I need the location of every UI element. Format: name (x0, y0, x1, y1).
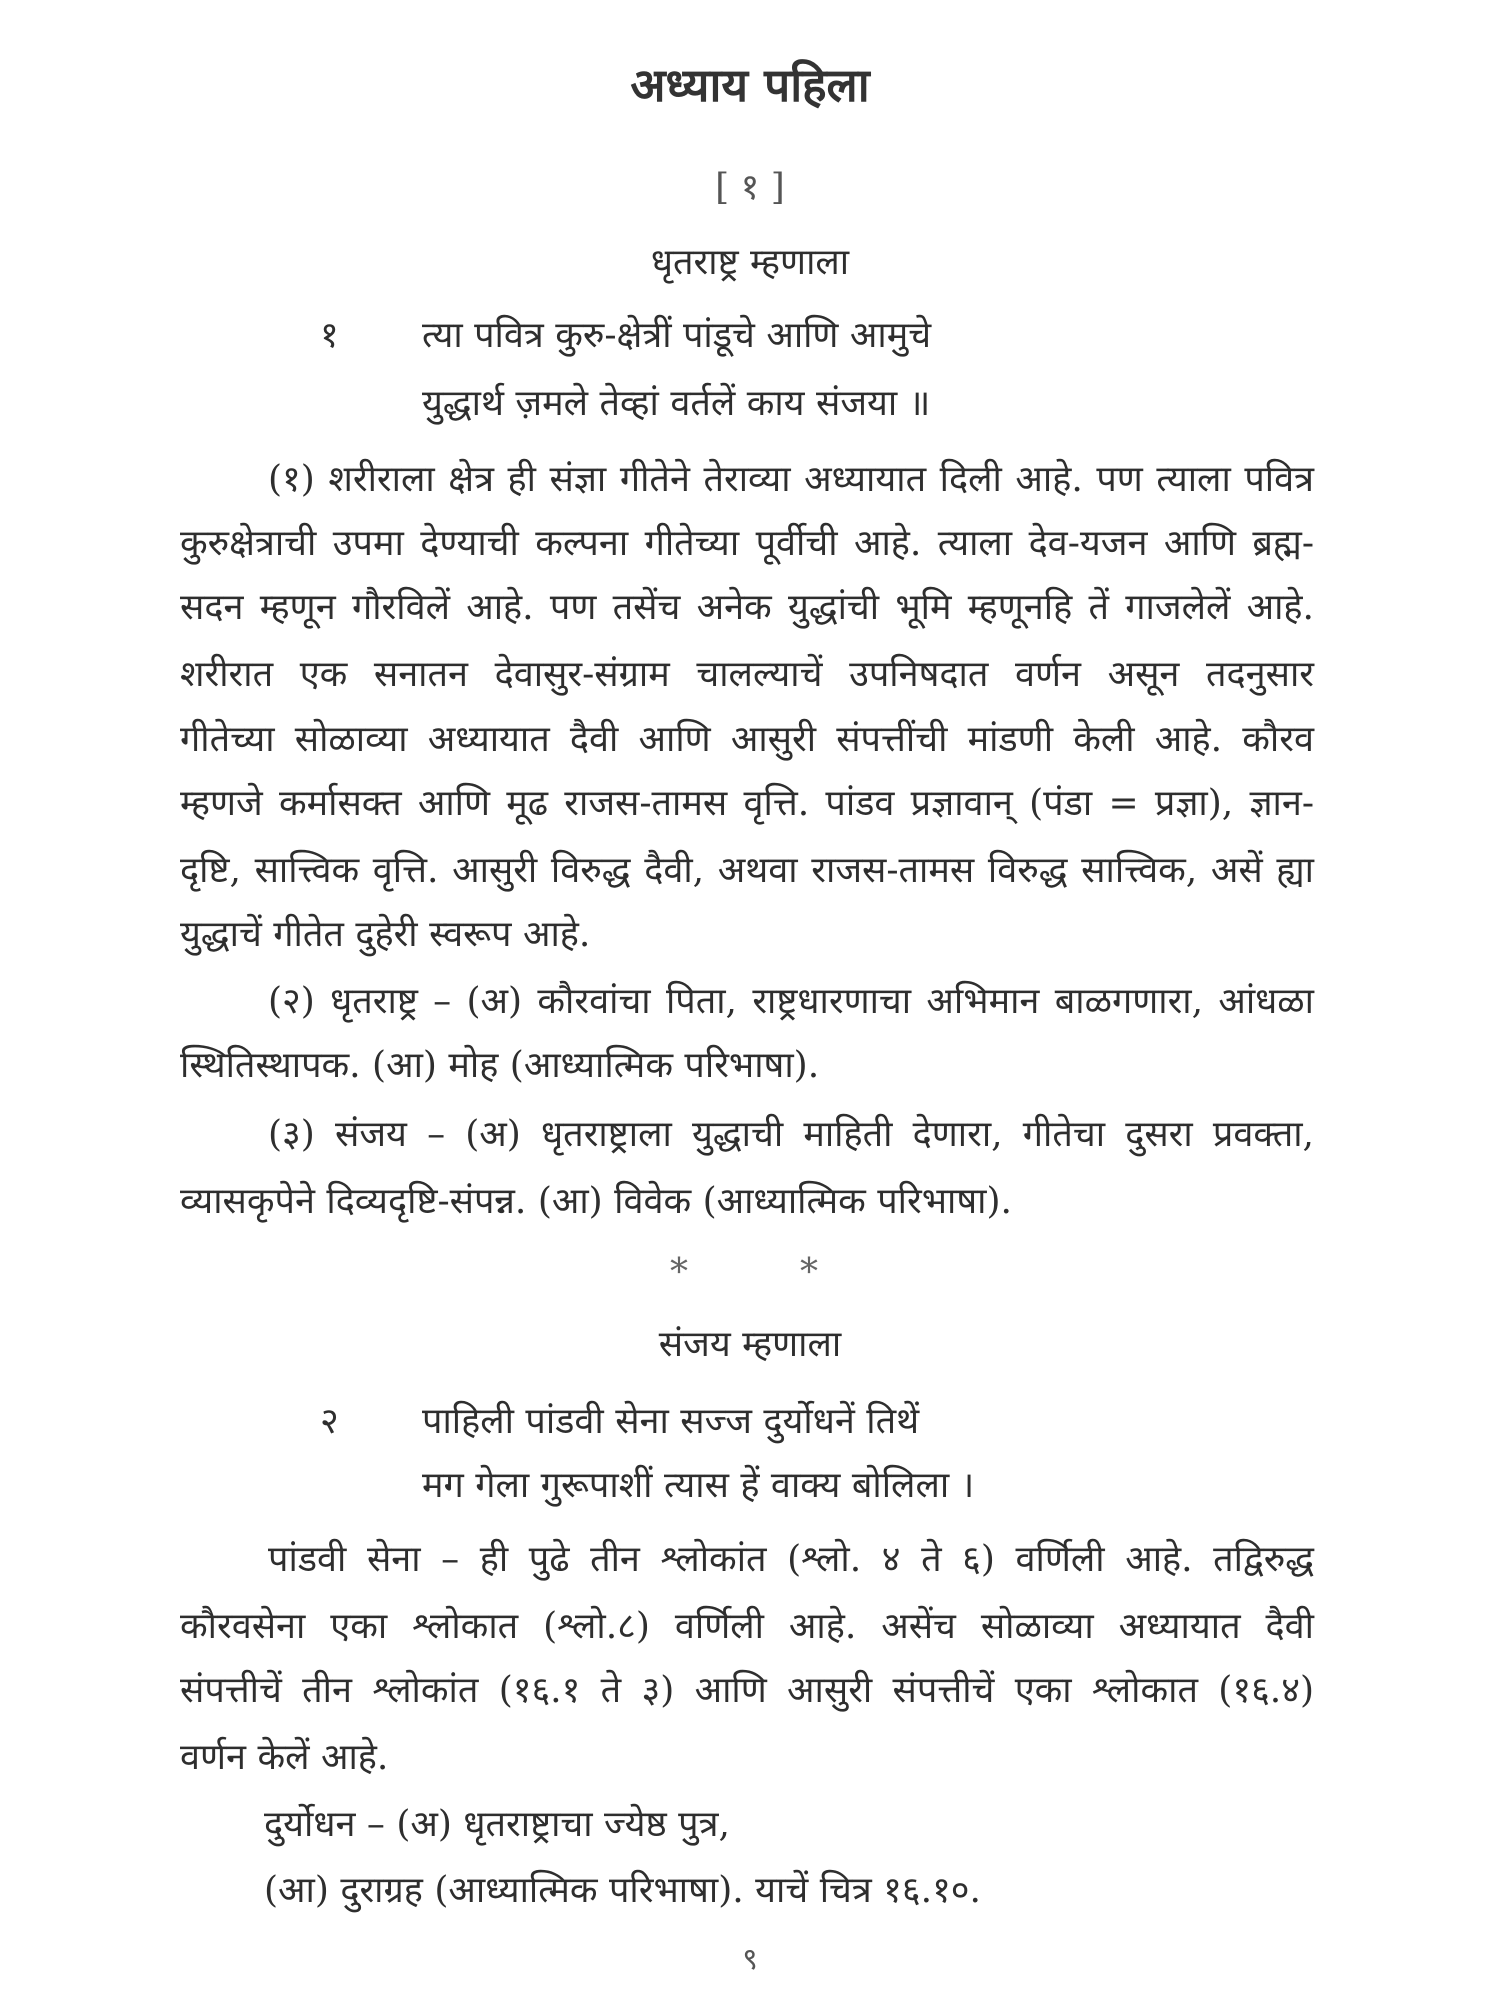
paragraph-line: व्यासकृपेने दिव्यदृष्टि-संपन्न. (आ) विवेक (आध्यात्मिक परिभाषा). (180, 1181, 1012, 1222)
paragraph-line: दृष्टि, सात्त्विक वृत्ति. आसुरी विरुद्ध दैवी, अथवा राजस-तामस विरुद्ध सात्त्विक, असें ह्या (180, 850, 1314, 891)
section-marker: [ १ ] (715, 167, 785, 208)
paragraph-line: (१) शरीराला क्षेत्र ही संज्ञा गीतेने तेराव्या अध्यायात दिली आहे. पण त्याला पवित्र (268, 459, 1314, 500)
paragraph-line: (आ) दुराग्रह (आध्यात्मिक परिभाषा). याचें चित्र १६.१०. (264, 1870, 981, 1911)
speaker-heading: संजय म्हणाला (658, 1324, 842, 1365)
separator-star: * (800, 1252, 818, 1293)
speaker-heading: धृतराष्ट्र म्हणाला (650, 242, 850, 283)
verse-number: १ (320, 315, 339, 356)
paragraph-line: स्थितिस्थापक. (आ) मोह (आध्यात्मिक परिभाषा). (180, 1045, 820, 1086)
paragraph-line: दुर्योधन – (अ) धृतराष्ट्राचा ज्येष्ठ पुत्र, (264, 1804, 730, 1845)
verse-line: मग गेला गुरूपाशीं त्यास हें वाक्य बोलिला । (422, 1465, 975, 1506)
paragraph-line: संपत्तीचें तीन श्लोकांत (१६.१ ते ३) आणि आसुरी संपत्तीचें एका श्लोकात (१६.४) (180, 1670, 1314, 1711)
paragraph-line: कौरवसेना एका श्लोकात (श्लो.८) वर्णिली आहे. असेंच सोळाव्या अध्यायात दैवी (180, 1606, 1314, 1647)
chapter-title: अध्याय पहिला (630, 58, 870, 112)
verse-line: युद्धार्थ ज़मले तेव्हां वर्तलें काय संजया ॥ (422, 383, 931, 424)
paragraph-line: (२) धृतराष्ट्र – (अ) कौरवांचा पिता, राष्ट्रधारणाचा अभिमान बाळगणारा, आंधळा (268, 981, 1314, 1022)
verse-number: २ (320, 1401, 339, 1442)
page-number: ९ (742, 1942, 758, 1977)
paragraph-line: (३) संजय – (अ) धृतराष्ट्राला युद्धाची माहिती देणारा, गीतेचा दुसरा प्रवक्ता, (268, 1114, 1314, 1155)
paragraph-line: शरीरात एक सनातन देवासुर-संग्राम चालल्याचें उपनिषदात वर्णन असून तदनुसार (180, 654, 1314, 695)
paragraph-line: गीतेच्या सोळाव्या अध्यायात दैवी आणि आसुरी संपत्तींची मांडणी केली आहे. कौरव (180, 719, 1314, 760)
paragraph-line: म्हणजे कर्मासक्त आणि मूढ राजस-तामस वृत्ति. पांडव प्रज्ञावान् (पंडा = प्रज्ञा), ज्ञान- (180, 783, 1314, 824)
paragraph-line: युद्धाचें गीतेत दुहेरी स्वरूप आहे. (180, 914, 591, 955)
verse-line: पाहिली पांडवी सेना सज्ज दुर्योधनें तिथें (422, 1401, 920, 1442)
verse-line: त्या पवित्र कुरु-क्षेत्रीं पांडूचे आणि आमुचे (422, 315, 932, 356)
paragraph-line: वर्णन केलें आहे. (180, 1737, 389, 1778)
separator-star: * (670, 1252, 688, 1293)
paragraph-line: कुरुक्षेत्राची उपमा देण्याची कल्पना गीतेच्या पूर्वीची आहे. त्याला देव-यजन आणि ब्रह्म- (180, 523, 1314, 564)
paragraph-line: सदन म्हणून गौरविलें आहे. पण तसेंच अनेक युद्धांची भूमि म्हणूनहि तें गाजलेलें आहे. (180, 587, 1314, 628)
paragraph-line: पांडवी सेना – ही पुढे तीन श्लोकांत (श्लो. ४ ते ६) वर्णिली आहे. तद्विरुद्ध (268, 1539, 1314, 1580)
